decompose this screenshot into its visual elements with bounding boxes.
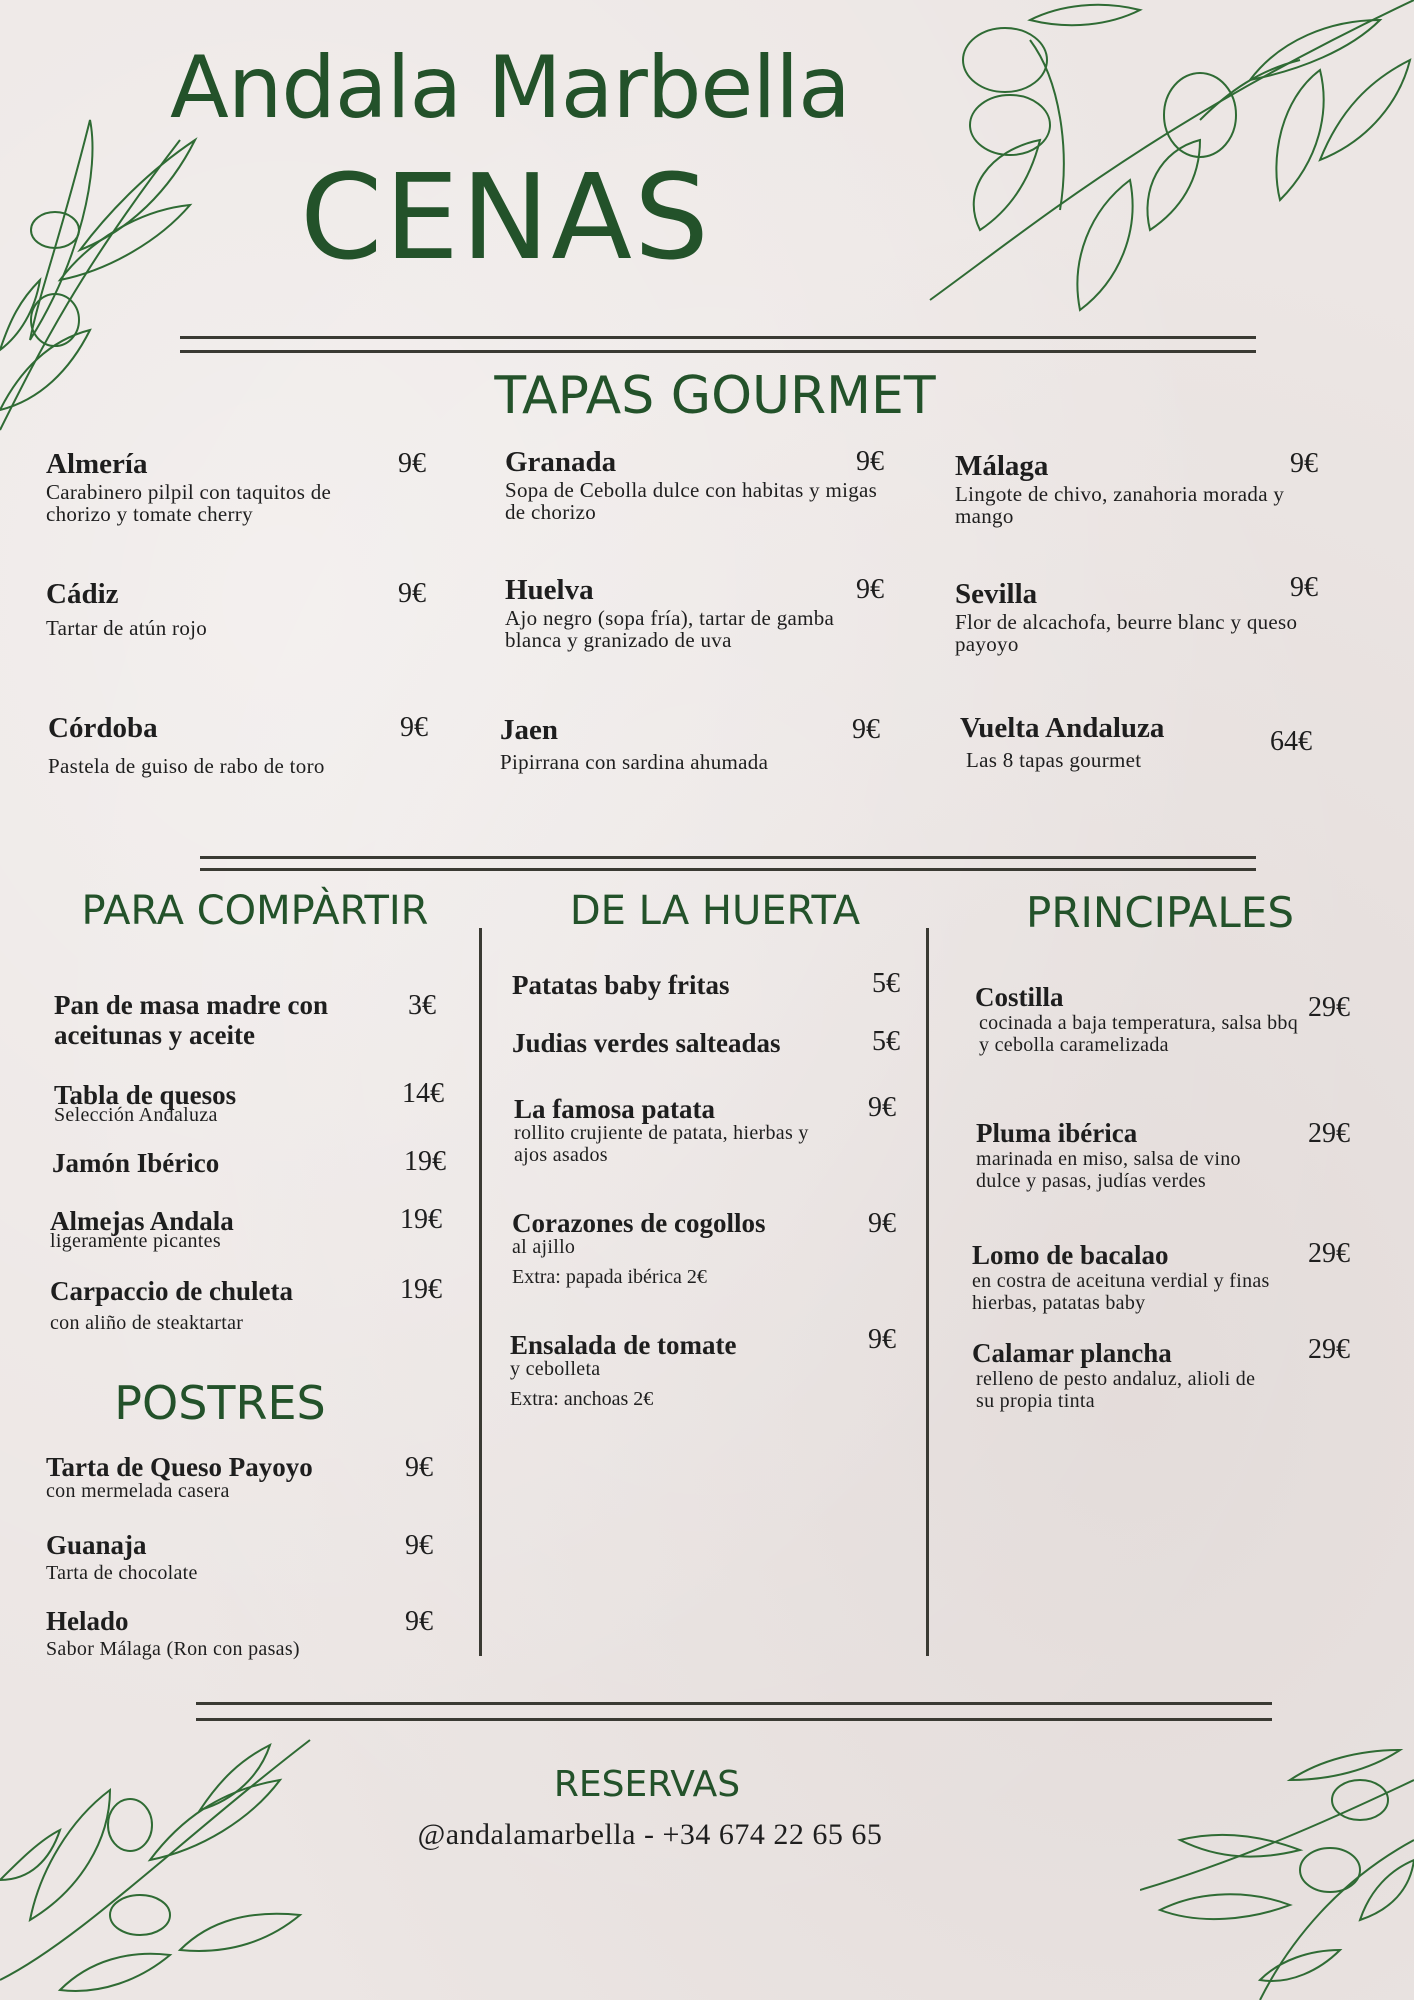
menu-item <box>512 1208 852 1288</box>
divider <box>200 856 1256 859</box>
item-name: Patatas baby fritas <box>512 970 730 1000</box>
tapa-desc: Pastela de guiso de rabo de toro <box>48 754 325 778</box>
item-name: Judias verdes salteadas <box>512 1028 781 1058</box>
tapa-item <box>955 450 1295 527</box>
tapa-name: Almería <box>46 448 148 480</box>
menu-item <box>510 1330 850 1410</box>
tapa-price: 9€ <box>400 712 428 743</box>
restaurant-name: Andala Marbella <box>170 38 850 138</box>
item-name: Jamón Ibérico <box>52 1148 220 1178</box>
column-divider <box>479 928 482 1656</box>
tapa-desc: Tartar de atún rojo <box>46 616 208 640</box>
tapa-item <box>960 712 1260 771</box>
menu-item <box>46 1452 386 1502</box>
item-name: La famosa patata <box>514 1094 715 1124</box>
item-price: 19€ <box>404 1146 446 1177</box>
olive-branch-icon <box>1140 1720 1414 2000</box>
item-extra: Extra: anchoas 2€ <box>510 1388 654 1410</box>
tapa-name: Sevilla <box>955 578 1038 610</box>
tapa-price: 9€ <box>1290 448 1318 479</box>
item-price: 9€ <box>405 1606 433 1637</box>
item-extra: Extra: papada ibérica 2€ <box>512 1266 707 1288</box>
menu-item <box>972 1338 1292 1412</box>
item-desc: Tarta de chocolate <box>46 1562 198 1584</box>
tapa-desc: Las 8 tapas gourmet <box>966 748 1142 772</box>
section-title-principales: PRINCIPALES <box>1026 888 1294 937</box>
item-desc: y cebolleta <box>510 1358 601 1380</box>
item-price: 29€ <box>1308 1238 1350 1269</box>
olive-branch-icon <box>0 1720 320 2000</box>
item-price: 5€ <box>872 1026 900 1057</box>
section-title-compartir: PARA COMPÀRTIR <box>81 888 429 934</box>
tapa-name: Granada <box>505 446 617 478</box>
item-name: Calamar plancha <box>972 1338 1172 1368</box>
olive-branch-icon <box>900 0 1414 330</box>
item-name: Tabla de quesos <box>54 1080 237 1110</box>
item-desc: rollito crujiente de patata, hierbas y ajos asados <box>514 1122 809 1166</box>
item-desc: cocinada a baja temperatura, salsa bbq y cebolla caramelizada <box>979 1012 1299 1056</box>
item-desc: marinada en miso, salsa de vino dulce y pasas, judías verdes <box>976 1148 1241 1192</box>
item-name: Tarta de Queso Payoyo <box>46 1452 313 1482</box>
menu-item <box>46 1530 386 1584</box>
item-price: 3€ <box>408 990 436 1021</box>
tapa-price: 64€ <box>1270 726 1312 757</box>
tapa-price: 9€ <box>398 448 426 479</box>
item-name: Helado <box>46 1606 129 1636</box>
item-price: 9€ <box>405 1530 433 1561</box>
item-price: 29€ <box>1308 1118 1350 1149</box>
tapa-desc: Carabinero pilpil con taquitos de chorizo y tomate cherry <box>46 480 332 526</box>
menu-item <box>50 1206 370 1252</box>
divider <box>196 1718 1272 1721</box>
item-name: Pluma ibérica <box>976 1118 1138 1148</box>
section-title-postres: POSTRES <box>114 1376 326 1430</box>
item-desc: relleno de pesto andaluz, alioli de su propia tinta <box>976 1368 1256 1412</box>
item-name: Almejas Andala <box>50 1206 234 1236</box>
olive-branch-icon <box>0 110 200 440</box>
item-desc: en costra de aceituna verdial y finas hierbas, patatas baby <box>972 1270 1270 1314</box>
tapa-price: 9€ <box>398 578 426 609</box>
item-price: 29€ <box>1308 1334 1350 1365</box>
tapa-name: Málaga <box>955 450 1049 482</box>
menu-item <box>972 1240 1302 1314</box>
tapa-price: 9€ <box>856 446 884 477</box>
section-title-tapas: TAPAS GOURMET <box>494 366 936 426</box>
tapa-desc: Lingote de chivo, zanahoria morada y mango <box>955 482 1285 528</box>
section-title-huerta: DE LA HUERTA <box>569 888 861 934</box>
item-desc: al ajillo <box>512 1236 576 1258</box>
menu-item <box>512 1028 872 1058</box>
tapa-price: 9€ <box>1290 572 1318 603</box>
item-price: 9€ <box>868 1324 896 1355</box>
item-name: Carpaccio de chuleta <box>50 1276 293 1306</box>
item-price: 29€ <box>1308 992 1350 1023</box>
contact-info: @andalamarbella - +34 674 22 65 65 <box>417 1818 883 1851</box>
menu-item <box>512 970 852 1000</box>
item-price: 19€ <box>400 1204 442 1235</box>
item-desc: Selección Andaluza <box>54 1104 218 1126</box>
tapa-name: Jaen <box>500 714 558 746</box>
menu-item <box>976 1118 1276 1192</box>
item-price: 9€ <box>868 1092 896 1123</box>
item-name: Costilla <box>975 982 1064 1012</box>
column-divider <box>926 928 929 1656</box>
menu-item <box>975 982 1315 1056</box>
item-desc: con aliño de steaktartar <box>50 1312 244 1334</box>
tapa-price: 9€ <box>852 714 880 745</box>
tapa-item <box>46 448 396 525</box>
tapa-price: 9€ <box>856 574 884 605</box>
menu-item <box>514 1094 834 1166</box>
item-desc: con mermelada casera <box>46 1480 230 1502</box>
item-price: 5€ <box>872 968 900 999</box>
divider <box>180 350 1256 353</box>
tapa-name: Vuelta Andaluza <box>960 712 1165 744</box>
item-price: 19€ <box>400 1274 442 1305</box>
item-price: 9€ <box>405 1452 433 1483</box>
tapa-name: Cádiz <box>46 578 119 610</box>
item-name: Corazones de cogollos <box>512 1208 766 1238</box>
item-desc: Sabor Málaga (Ron con pasas) <box>46 1638 300 1660</box>
tapa-item <box>48 712 418 777</box>
tapa-item <box>500 714 870 773</box>
item-name: Guanaja <box>46 1530 147 1560</box>
tapa-desc: Sopa de Cebolla dulce con habitas y migas de chorizo <box>505 478 878 524</box>
tapa-name: Córdoba <box>48 712 158 744</box>
tapa-desc: Pipirrana con sardina ahumada <box>500 750 769 774</box>
divider <box>180 336 1256 339</box>
reservas-title: RESERVAS <box>553 1764 741 1805</box>
tapa-item <box>46 578 396 639</box>
item-name: Ensalada de tomate <box>510 1330 737 1360</box>
menu-title: CENAS <box>300 148 711 286</box>
tapa-item <box>505 574 865 651</box>
tapa-name: Huelva <box>505 574 594 606</box>
divider <box>200 868 1256 871</box>
tapa-item <box>505 446 895 523</box>
item-desc: ligeramente picantes <box>50 1230 221 1252</box>
menu-item <box>52 1148 352 1178</box>
divider <box>196 1702 1272 1705</box>
menu-item <box>46 1606 406 1660</box>
menu-item <box>50 1276 390 1334</box>
item-name: Pan de masa madre con aceitunas y aceite <box>54 990 328 1050</box>
item-name: Lomo de bacalao <box>972 1240 1169 1270</box>
item-price: 14€ <box>402 1078 444 1109</box>
menu-item <box>54 1080 354 1126</box>
tapa-desc: Flor de alcachofa, beurre blanc y queso payoyo <box>955 610 1298 656</box>
tapa-desc: Ajo negro (sopa fría), tartar de gamba blanca y granizado de uva <box>505 606 835 652</box>
menu-item <box>54 990 354 1050</box>
item-price: 9€ <box>868 1208 896 1239</box>
tapa-item <box>955 578 1335 655</box>
